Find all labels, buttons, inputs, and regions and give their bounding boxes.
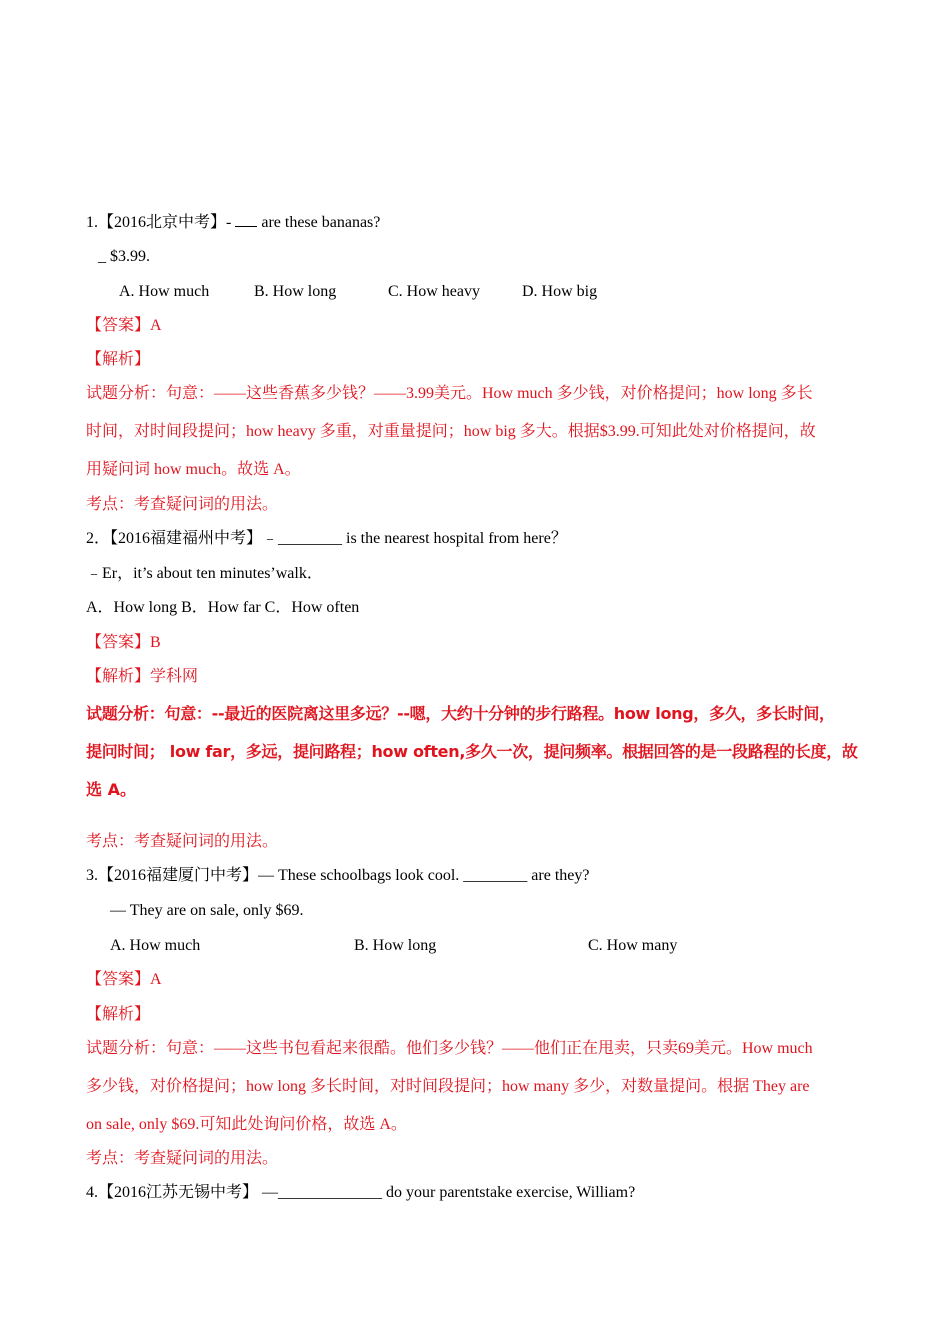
question-1-analysis-line: 用疑问词 how much。故选 A。 bbox=[86, 461, 301, 478]
question-3-reply: — They are on sale, only $69. bbox=[110, 902, 304, 919]
question-1-analysis-line: 试题分析：句意：——这些香蕉多少钱？——3.99美元。How much 多少钱，对价格提问；how long 多长 bbox=[86, 385, 813, 402]
question-3-option-c: C. How many bbox=[588, 937, 678, 954]
question-3-stem: 3.【2016福建厦门中考】— These schoolbags look cool. ________ are they? bbox=[86, 867, 590, 884]
question-1-option-d: D. How big bbox=[522, 283, 598, 300]
question-1-analysis-line: 时间，对时间段提问；how heavy 多重，对重量提问；how big 多大。根据$3.99.可知此处对价格提问，故 bbox=[86, 423, 816, 440]
question-1-point: 考点：考查疑问词的用法。 bbox=[86, 496, 279, 513]
question-1-prefix: 1.【2016北京中考】- bbox=[86, 214, 236, 231]
question-2-analysis-title: 【解析】学科网 bbox=[86, 666, 199, 685]
question-2-analysis-line: 选 A。 bbox=[86, 780, 136, 799]
question-1-option-b: B. How long bbox=[254, 283, 337, 300]
question-3-option-a: A. How much bbox=[110, 937, 201, 954]
question-2-options: A．How long B．How far C．How often bbox=[86, 599, 360, 616]
question-2-point: 考点：考查疑问词的用法。 bbox=[86, 833, 279, 850]
question-1-stem bbox=[86, 212, 380, 233]
question-1-option-a: A. How much bbox=[119, 283, 210, 300]
question-1-answer: 【答案】A bbox=[86, 317, 162, 334]
question-3-option-b: B. How long bbox=[354, 937, 437, 954]
question-2-reply: ﹣Er，it’s about ten minutes’walk． bbox=[86, 565, 323, 582]
question-3-analysis-line: 试题分析：句意：——这些书包看起来很酷。他们多少钱？——他们正在甩卖，只卖69美元。How much bbox=[86, 1040, 813, 1057]
question-1-reply: _ $3.99. bbox=[98, 248, 150, 265]
watermark-logo bbox=[694, 723, 855, 826]
question-2-analysis-line: 试题分析：句意：--最近的医院离这里多远？--嗯，大约十分钟的步行路程。how long，多久，多长时间， bbox=[86, 704, 835, 723]
watermark-logo bbox=[184, 723, 345, 826]
question-1-analysis-title: 【解析】 bbox=[86, 351, 151, 368]
question-2-answer: 【答案】B bbox=[86, 634, 161, 651]
question-3-answer: 【答案】A bbox=[86, 971, 162, 988]
question-1-option-c: C. How heavy bbox=[388, 283, 480, 300]
question-3-point: 考点：考查疑问词的用法。 bbox=[86, 1150, 279, 1167]
question-3-analysis-line: on sale, only $69.可知此处询问价格，故选 A。 bbox=[86, 1116, 407, 1133]
question-3-analysis-line: 多少钱，对价格提问；how long 多长时间，对时间段提问；how many 多少，对数量提问。根据 They are bbox=[86, 1078, 810, 1095]
question-1-blank bbox=[235, 212, 257, 227]
question-1-suffix: are these bananas? bbox=[257, 214, 381, 231]
question-2-stem: 2．【2016福建福州中考】﹣________ is the nearest hospital from here？ bbox=[86, 530, 567, 547]
question-4-stem: 4.【2016江苏无锡中考】 —_____________ do your parentstake exercise, William? bbox=[86, 1184, 636, 1201]
question-2-analysis-line: 提问时间； low far，多远，提问路程；how often,多久一次，提问频率。根据回答的是一段路程的长度，故 bbox=[86, 742, 858, 761]
question-3-analysis-title: 【解析】 bbox=[86, 1006, 151, 1023]
